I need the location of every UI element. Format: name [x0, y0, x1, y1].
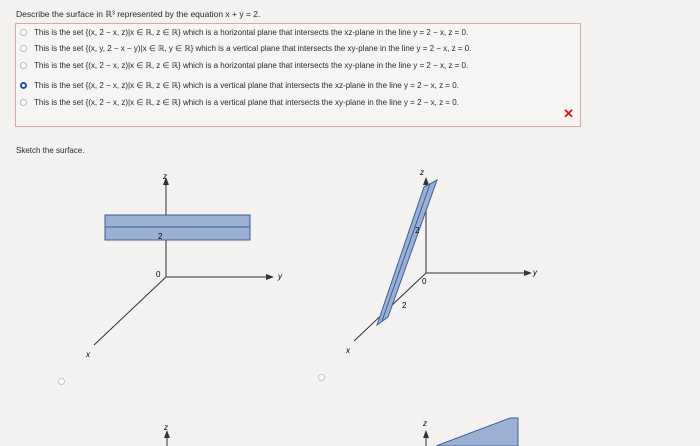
radio-button[interactable]: [20, 62, 27, 69]
radio-button-selected[interactable]: [20, 82, 27, 89]
x-axis-label: x: [346, 346, 350, 355]
z-axis-arrow-icon: [423, 430, 429, 438]
question-text: Describe the surface in ℝ³ represented by the equation x + y = 2.: [16, 9, 261, 19]
choice-option-5[interactable]: [20, 94, 459, 110]
origin-label: 0: [156, 270, 161, 279]
x-axis-label: x: [86, 350, 90, 359]
y-axis-arrow-icon: [266, 274, 274, 280]
tick-label-2-z: 2: [415, 226, 420, 235]
answer-choices: [15, 23, 581, 127]
incorrect-mark-icon: ✕: [563, 106, 574, 121]
radio-button[interactable]: [20, 29, 27, 36]
choice-option-3[interactable]: [20, 57, 468, 73]
choice-option-2[interactable]: [20, 40, 471, 56]
radio-button[interactable]: [20, 99, 27, 106]
y-axis-label: y: [278, 272, 282, 281]
sketch-label: Sketch the surface.: [16, 146, 85, 155]
tick-label-2: 2: [158, 232, 163, 241]
z-axis-label: z: [423, 419, 427, 428]
graph-option-1: [80, 165, 300, 365]
choice-text: This is the set {(x, 2 − x, z)|x ∈ ℝ, z ∈ ℝ} which is a vertical plane that intersects the xy-plane in the line y = 2 − x, z = 0.: [34, 97, 459, 107]
choice-text: This is the set {(x, 2 − x, z)|x ∈ ℝ, z ∈ ℝ} which is a vertical plane that intersects the xz-plane in the line y = 2 − x, z = 0.: [34, 80, 459, 90]
graph-option-3: [140, 418, 200, 446]
z-axis-label: z: [163, 172, 167, 181]
graph-option-4: [400, 414, 520, 446]
choice-option-4[interactable]: [20, 77, 459, 93]
graph-option-2-radio[interactable]: [318, 374, 325, 381]
y-axis-label: y: [533, 268, 537, 277]
tick-label-2-x: 2: [402, 301, 407, 310]
choice-text: This is the set {(x, 2 − x, z)|x ∈ ℝ, z ∈ ℝ} which is a horizontal plane that intersects the xz-plane in the line y = 2 − x, z = 0.: [34, 27, 469, 37]
z-axis-label: z: [420, 168, 424, 177]
z-axis-label: z: [164, 423, 168, 432]
plane-shape: [436, 418, 518, 446]
y-axis-arrow-icon: [524, 270, 532, 276]
choice-option-1[interactable]: [20, 24, 468, 40]
choice-text: This is the set {(x, y, 2 − x − y)|x ∈ ℝ, y ∈ ℝ} which is a vertical plane that intersects the xy-plane in the line y = 2 − x, z = 0.: [34, 43, 472, 53]
choice-text: This is the set {(x, 2 − x, z)|x ∈ ℝ, z ∈ ℝ} which is a horizontal plane that intersects the xy-plane in the line y = 2 − x, z = 0.: [34, 60, 469, 70]
plane-shape: [377, 180, 437, 325]
z-axis-arrow-icon: [423, 177, 429, 185]
origin-label: 0: [422, 277, 427, 286]
x-axis: [94, 277, 166, 345]
graph-option-1-radio[interactable]: [58, 378, 65, 385]
graph-option-2: [340, 165, 560, 365]
radio-button[interactable]: [20, 45, 27, 52]
